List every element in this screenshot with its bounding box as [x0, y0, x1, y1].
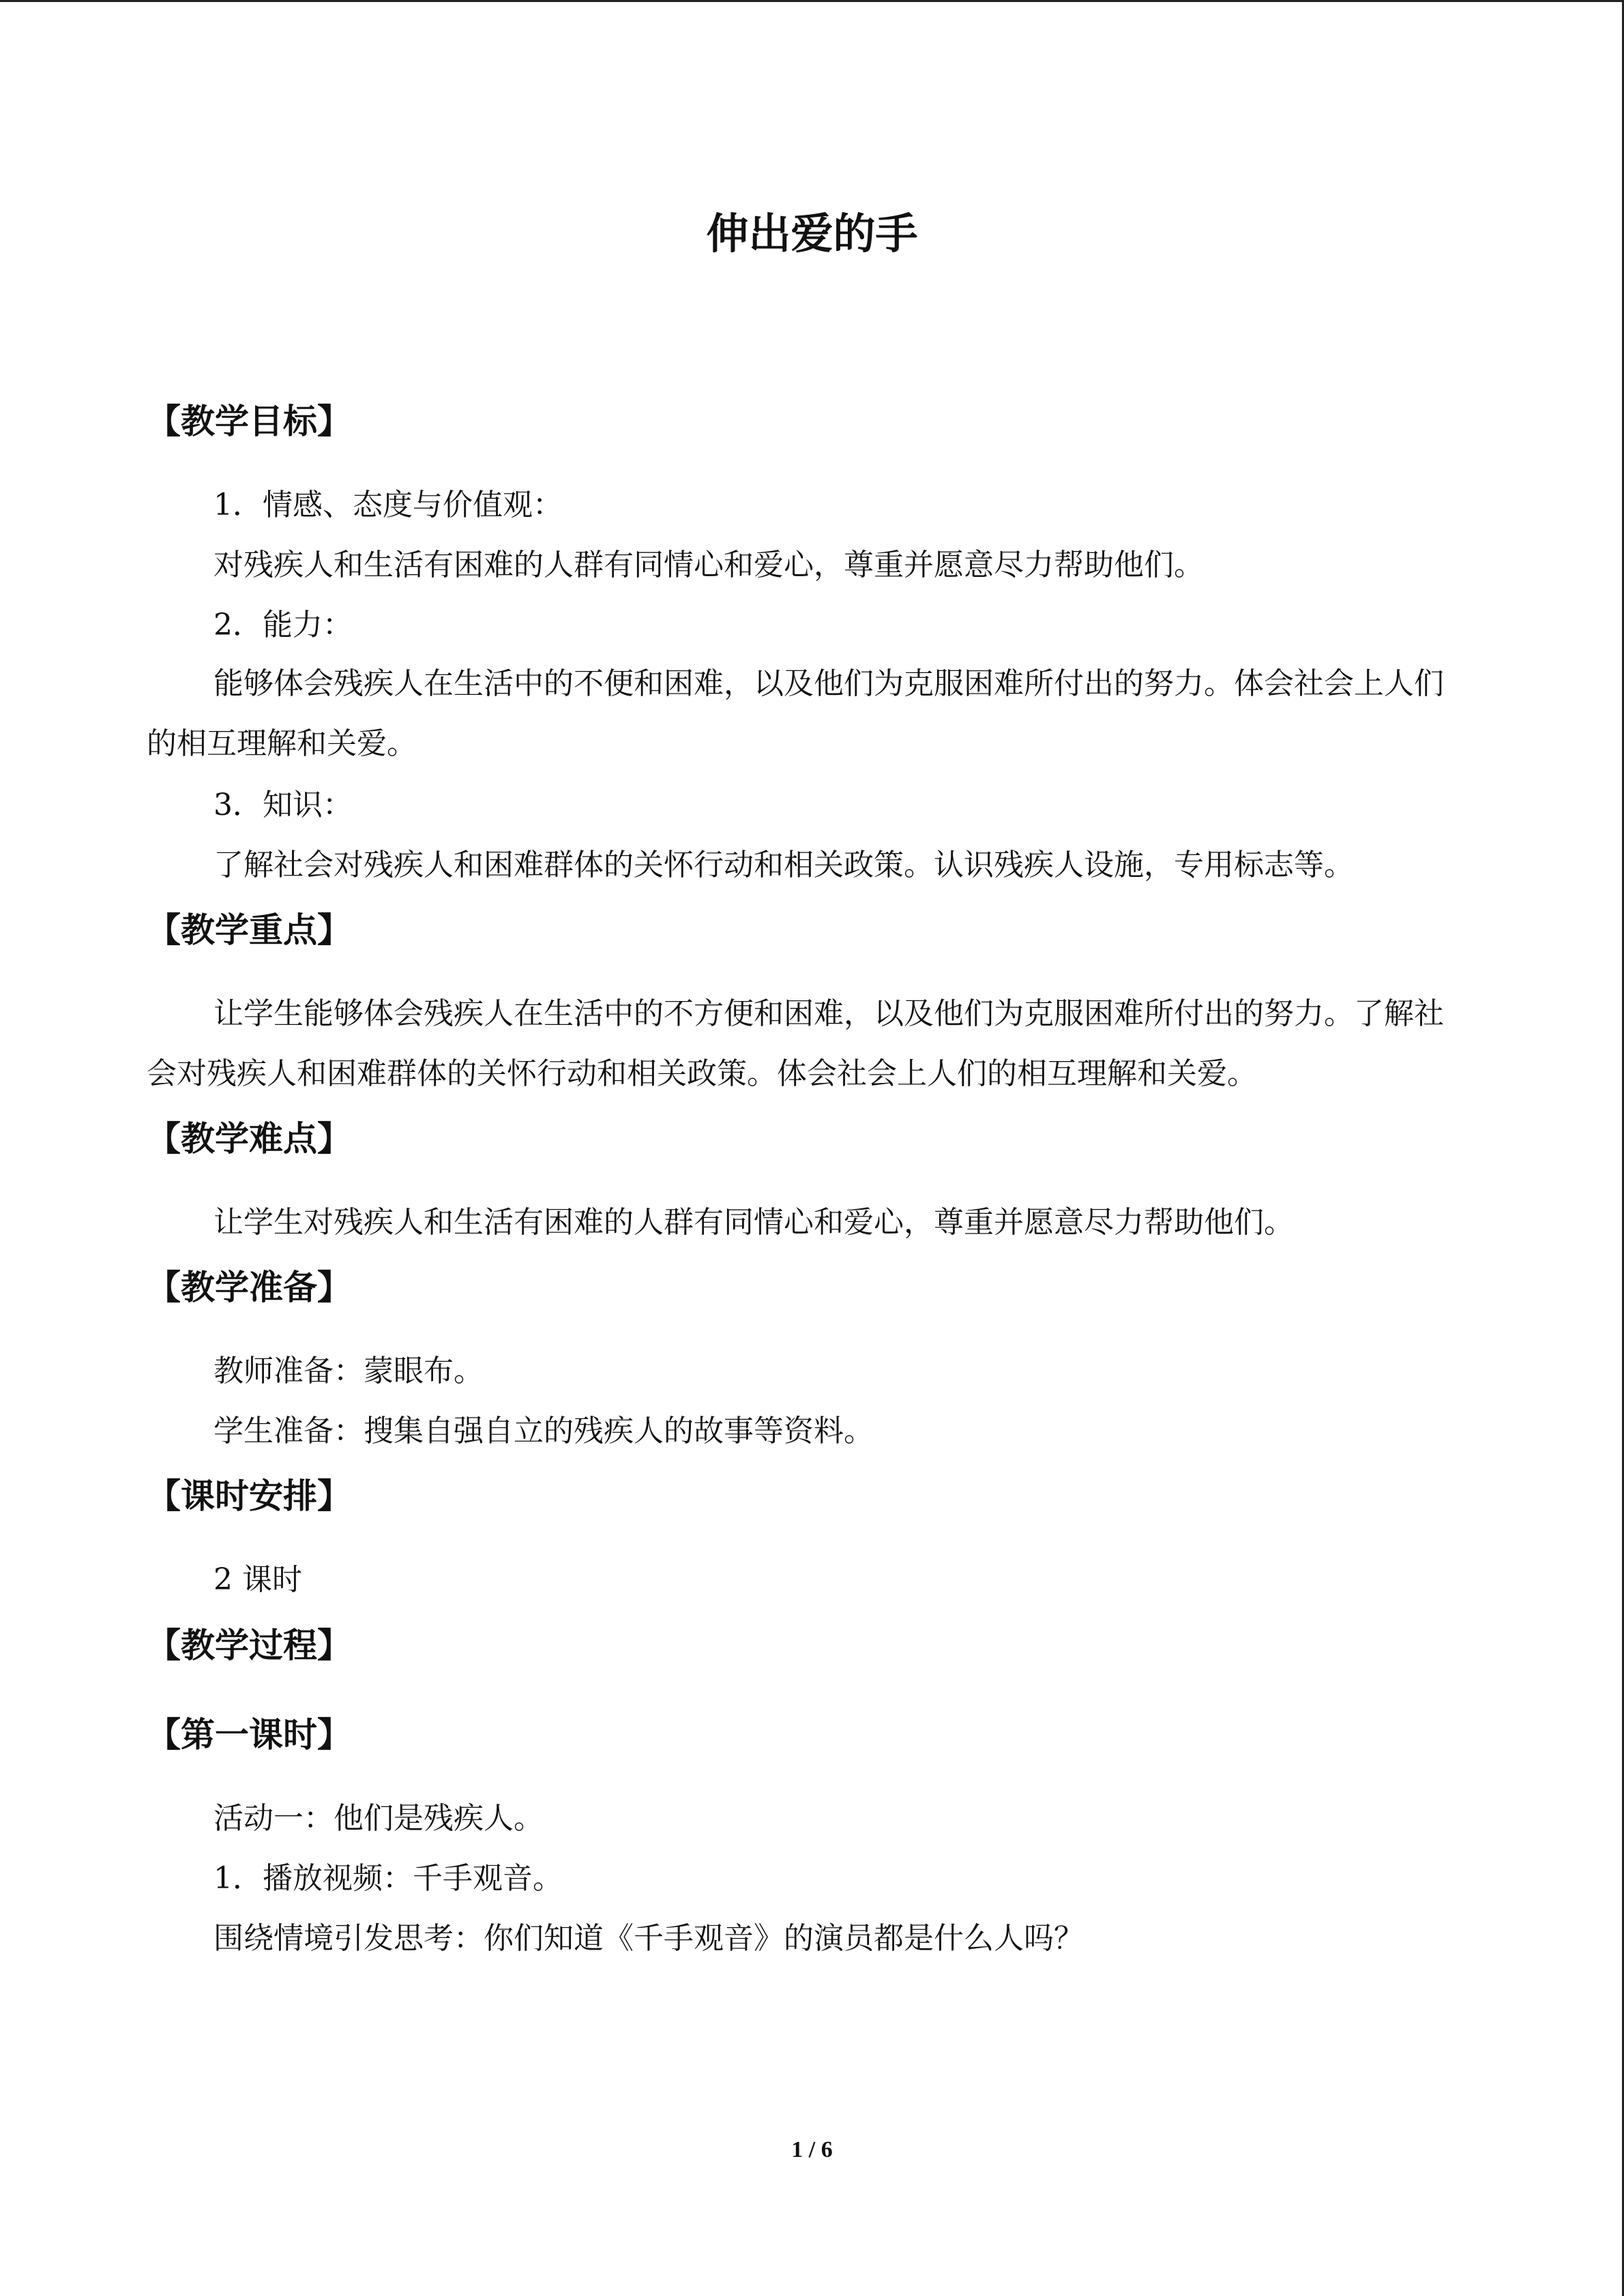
lesson-1-step-1: 1．播放视频：千手观音。: [213, 1861, 563, 1896]
objective-3-label: 3．知识：: [213, 788, 353, 822]
objective-1-text: 对残疾人和生活有困难的人群有同情心和爱心，尊重并愿意尽力帮助他们。: [213, 548, 1204, 582]
heading-difficulties: 【教学难点】: [147, 1119, 351, 1159]
objective-1-label: 1．情感、态度与价值观：: [213, 488, 563, 522]
objective-2-text: 能够体会残疾人在生活中的不便和困难，以及他们为克服困难所付出的努力。体会社会上人们的相互理解和关爱。: [147, 666, 1444, 761]
difficulties-text: 让学生对残疾人和生活有困难的人群有同情心和爱心，尊重并愿意尽力帮助他们。: [213, 1205, 1294, 1240]
heading-process: 【教学过程】: [147, 1626, 351, 1665]
heading-schedule: 【课时安排】: [147, 1476, 351, 1516]
schedule-text: 2 课时: [213, 1562, 302, 1597]
heading-key-points: 【教学重点】: [147, 910, 351, 950]
lesson-1-activity: 活动一：他们是残疾人。: [213, 1801, 544, 1836]
heading-preparation: 【教学准备】: [147, 1268, 351, 1307]
preparation-teacher: 教师准备：蒙眼布。: [213, 1354, 484, 1388]
objective-3-text: 了解社会对残疾人和困难群体的关怀行动和相关政策。认识残疾人设施，专用标志等。: [213, 848, 1354, 882]
document-title: 伸出爱的手: [706, 209, 918, 258]
page-number: 1 / 6: [791, 2137, 833, 2162]
preparation-student: 学生准备：搜集自强自立的残疾人的故事等资料。: [213, 1414, 874, 1448]
heading-objectives: 【教学目标】: [147, 402, 351, 441]
key-points-text: 让学生能够体会残疾人在生活中的不方便和困难，以及他们为克服困难所付出的努力。了解社会对残疾人和困难群体的关怀行动和相关政策。体会社会上人们的相互理解和关爱。: [147, 996, 1444, 1091]
lesson-1-question: 围绕情境引发思考：你们知道《千手观音》的演员都是什么人吗？: [213, 1921, 1084, 1956]
heading-lesson-1: 【第一课时】: [147, 1715, 351, 1755]
objective-2-label: 2．能力：: [213, 608, 353, 642]
